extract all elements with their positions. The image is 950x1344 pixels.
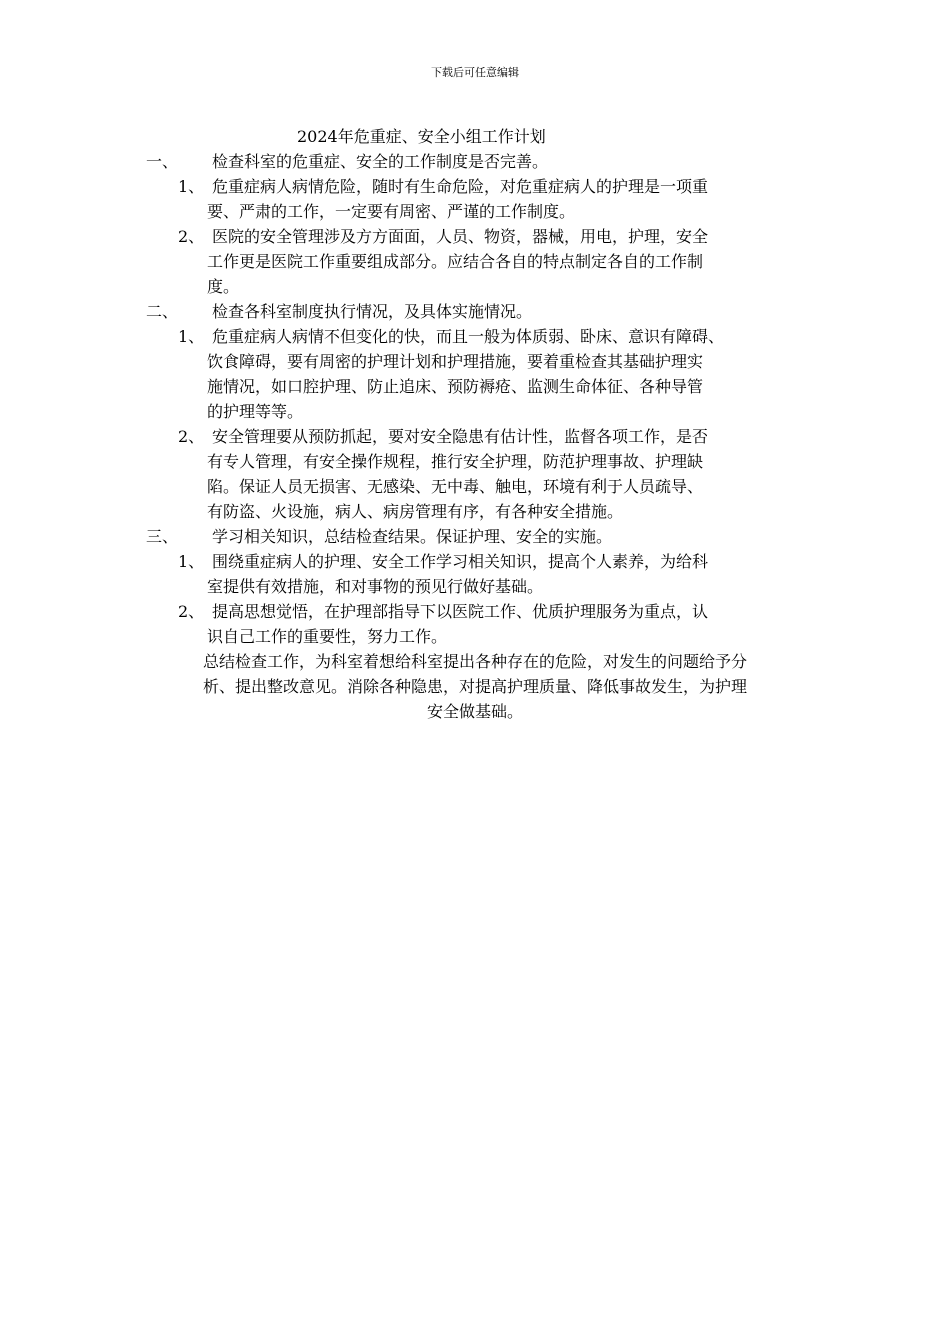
item-line: 识自己工作的重要性，努力工作。 (207, 627, 448, 646)
item-line: 围绕重症病人的护理、安全工作学习相关知识，提高个人素养，为给科 (212, 552, 709, 571)
item-line: 危重症病人病情危险，随时有生命危险，对危重症病人的护理是一项重 (212, 177, 709, 196)
item-line: 危重症病人病情不但变化的快，而且一般为体质弱、卧床、意识有障碍、 (212, 327, 725, 346)
item-line: 医院的安全管理涉及方方面面，人员、物资，器械，用电，护理，安全 (212, 227, 709, 246)
item-line: 室提供有效措施，和对事物的预见行做好基础。 (207, 577, 544, 596)
section-marker: 二、 (146, 302, 179, 321)
summary-line: 安全做基础。 (426, 702, 523, 721)
item-line: 提高思想觉悟，在护理部指导下以医院工作、优质护理服务为重点，认 (212, 602, 709, 621)
section-heading: 检查各科室制度执行情况，及具体实施情况。 (212, 302, 533, 321)
item-marker: 2、 (178, 602, 205, 621)
item-line: 工作更是医院工作重要组成部分。应结合各自的特点制定各自的工作制 (207, 252, 704, 271)
section-heading: 学习相关知识，总结检查结果。保证护理、安全的实施。 (212, 527, 613, 546)
item-line: 有防盗、火设施，病人、病房管理有序，有各种安全措施。 (207, 502, 624, 521)
summary-line: 析、提出整改意见。消除各种隐患，对提高护理质量、降低事故发生，为护理 (202, 677, 747, 696)
document-title: 2024年危重症、安全小组工作计划 (297, 127, 546, 146)
item-line: 度。 (207, 277, 240, 296)
section-heading: 检查科室的危重症、安全的工作制度是否完善。 (212, 152, 549, 171)
section-marker: 一、 (146, 152, 179, 171)
item-marker: 1、 (178, 177, 205, 196)
section-marker: 三、 (146, 527, 179, 546)
item-line: 饮食障碍，要有周密的护理计划和护理措施，要着重检查其基础护理实 (207, 352, 704, 371)
item-marker: 2、 (178, 427, 205, 446)
item-marker: 1、 (178, 552, 205, 571)
header-note: 下载后可任意编辑 (431, 66, 519, 79)
item-line: 的护理等等。 (207, 402, 304, 421)
summary-line: 总结检查工作，为科室着想给科室提出各种存在的危险，对发生的问题给予分 (202, 652, 747, 671)
item-marker: 1、 (178, 327, 205, 346)
item-line: 陷。保证人员无损害、无感染、无中毒、触电，环境有利于人员疏导、 (207, 477, 704, 496)
item-marker: 2、 (178, 227, 205, 246)
item-line: 施情况，如口腔护理、防止追床、预防褥疮、监测生命体征、各种导管 (207, 377, 704, 396)
item-line: 有专人管理，有安全操作规程，推行安全护理，防范护理事故、护理缺 (207, 452, 704, 471)
item-line: 要、严肃的工作，一定要有周密、严谨的工作制度。 (207, 202, 576, 221)
item-line: 安全管理要从预防抓起，要对安全隐患有估计性，监督各项工作，是否 (212, 427, 709, 446)
